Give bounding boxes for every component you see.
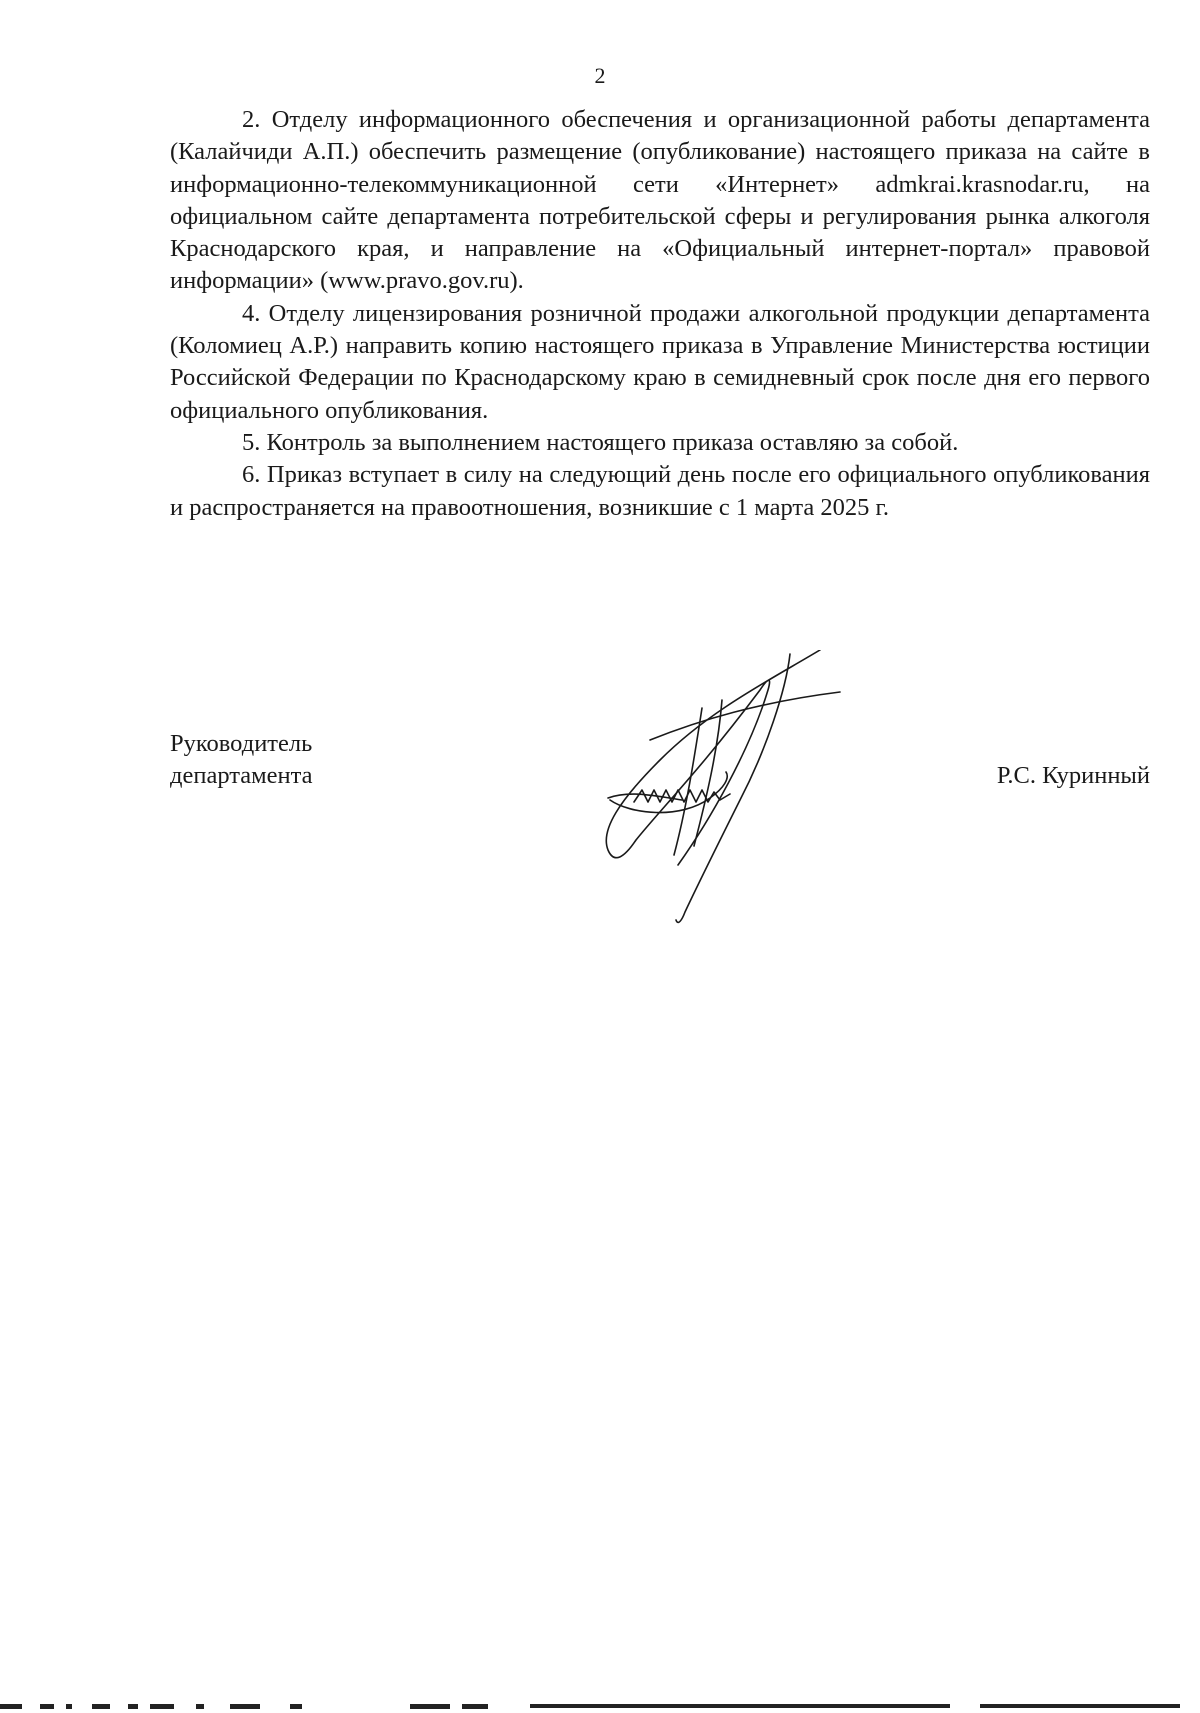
paragraph-item-4: 4. Отделу лицензирования розничной продажи алкогольной продукции департамента (Коломиец А.Р.) направить копию настоящего приказа в Управление Министерства юстиции Российской Федерации по Краснодарскому краю в семидневный срок после дня его первого официального опубликования. (170, 299, 1150, 424)
signer-position (170, 728, 313, 792)
bottom-edge-marks (0, 1700, 1200, 1713)
paragraph-item-6: 6. Приказ вступает в силу на следующий день после его официального опубликования и распространяется на правоотношения, возникшие с 1 марта 2025 г. (170, 461, 1150, 521)
page-number: 2 (594, 63, 606, 88)
document-body (170, 104, 1150, 524)
paragraph-item-2: 2. Отделу информационного обеспечения и организационной работы департамента (Калайчиди А.П.) обеспечить размещение (опубликование) настоящего приказа на сайте в информационно-телекоммуникационной сети «Интернет» admkrai.krasnodar.ru, на официальном сайте департамента потребительской сферы и регулирования рынка алкоголя Краснодарского края, и направление на «Официальный интернет-портал» правовой информации» (www.pravo.gov.ru). (170, 106, 1150, 295)
signer-position-line2: департамента (170, 762, 313, 789)
paragraph-item-5: 5. Контроль за выполнением настоящего приказа оставляю за собой. (242, 428, 959, 456)
signer-position-line1: Руководитель (170, 730, 313, 757)
signer-name: Р.С. Куринный (996, 762, 1150, 789)
handwritten-signature (590, 650, 870, 930)
